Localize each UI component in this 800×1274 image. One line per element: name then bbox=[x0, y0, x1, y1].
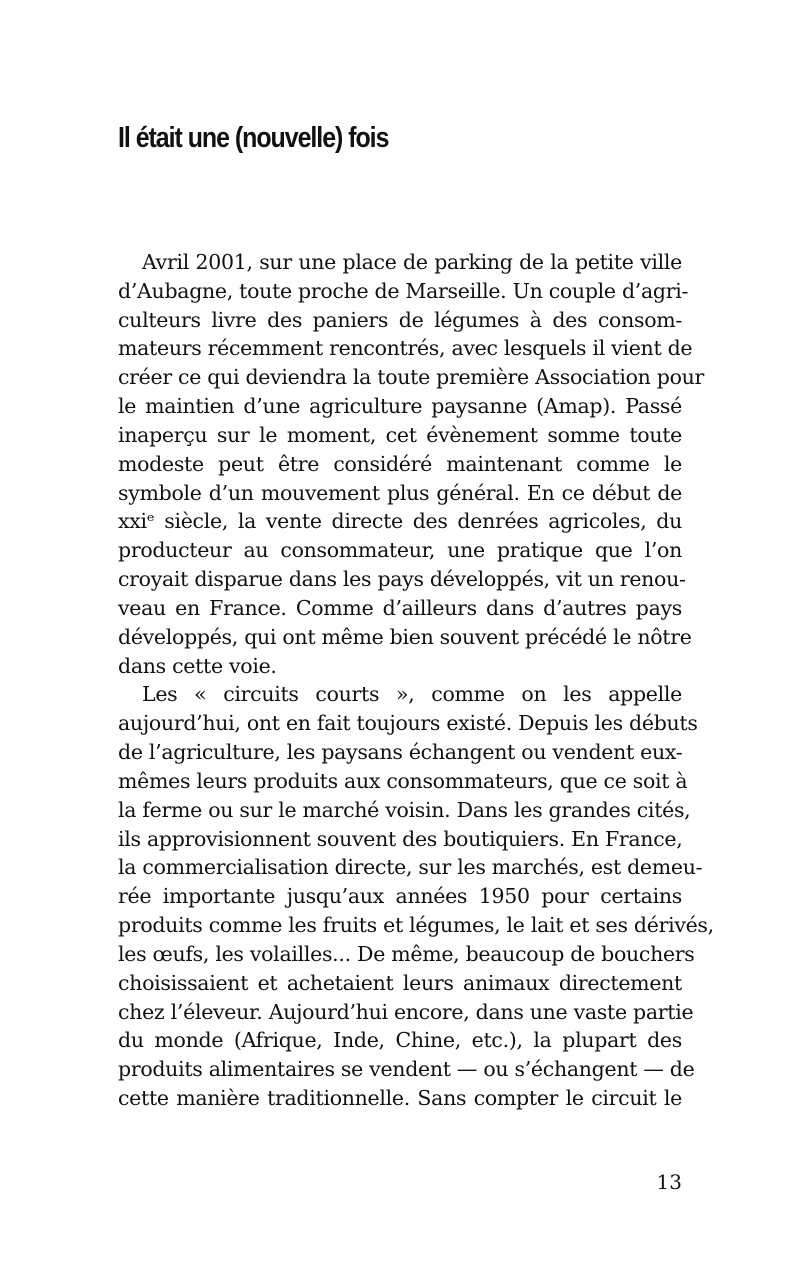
text-line: mateurs récemment rencontrés, avec lesquels il vient de bbox=[118, 336, 693, 361]
text-line: du monde (Afrique, Inde, Chine, etc.), la plupart des bbox=[118, 1028, 682, 1053]
text-line: développés, qui ont même bien souvent précédé le nôtre bbox=[118, 624, 692, 649]
text-line: d’Aubagne, toute proche de Marseille. Un couple d’agri- bbox=[118, 278, 689, 303]
text-line: créer ce qui deviendra la toute première Association pour bbox=[118, 365, 705, 390]
text-line: culteurs livre des paniers de légumes à des consom- bbox=[118, 307, 682, 332]
page-number: 13 bbox=[656, 1170, 682, 1194]
text-line: dans cette voie. bbox=[118, 653, 277, 678]
text-line: symbole d’un mouvement plus général. En ce début de bbox=[118, 480, 682, 505]
text-line: de l’agriculture, les paysans échangent ou vendent eux- bbox=[118, 740, 683, 765]
text-line: choisissaient et achetaient leurs animaux directement bbox=[118, 970, 682, 995]
text-line: chez l’éleveur. Aujourd’hui encore, dans une vaste partie bbox=[118, 999, 694, 1024]
chapter-title: Il était une (nouvelle) fois bbox=[118, 122, 389, 154]
text-line: ils approvisionnent souvent des boutiquiers. En France, bbox=[118, 826, 683, 851]
text-line: inaperçu sur le moment, cet évènement somme toute bbox=[118, 422, 682, 447]
text-line: croyait disparue dans les pays développés, vit un renou- bbox=[118, 567, 686, 592]
text-line: mêmes leurs produits aux consommateurs, que ce soit à bbox=[118, 768, 688, 793]
text-line: modeste peut être considéré maintenant comme le bbox=[118, 451, 682, 476]
text-line: rée importante jusqu’aux années 1950 pour certains bbox=[118, 884, 682, 909]
text-line: cette manière traditionnelle. Sans compter le circuit le bbox=[118, 1086, 682, 1111]
text-line: la ferme ou sur le marché voisin. Dans les grandes cités, bbox=[118, 797, 691, 822]
text-line: produits alimentaires se vendent — ou s’échangent — de bbox=[118, 1057, 695, 1082]
text-line: producteur au consommateur, une pratique que l’on bbox=[118, 538, 682, 563]
body-text bbox=[118, 248, 714, 1113]
text-line: produits comme les fruits et légumes, le lait et ses dérivés, bbox=[118, 913, 714, 938]
text-line: le maintien d’une agriculture paysanne (Amap). Passé bbox=[118, 394, 682, 419]
text-line: xxiᵉ siècle, la vente directe des denrées agricoles, du bbox=[118, 509, 682, 534]
text-line: Les « circuits courts », comme on les appelle bbox=[142, 682, 682, 707]
text-line: aujourd’hui, ont en fait toujours existé. Depuis les débuts bbox=[118, 711, 698, 736]
text-line: la commercialisation directe, sur les marchés, est demeu- bbox=[118, 855, 703, 880]
text-line: Avril 2001, sur une place de parking de la petite ville bbox=[142, 250, 682, 274]
text-line: veau en France. Comme d’ailleurs dans d’autres pays bbox=[118, 595, 682, 620]
text-line: les œufs, les volailles... De même, beaucoup de bouchers bbox=[118, 941, 695, 966]
